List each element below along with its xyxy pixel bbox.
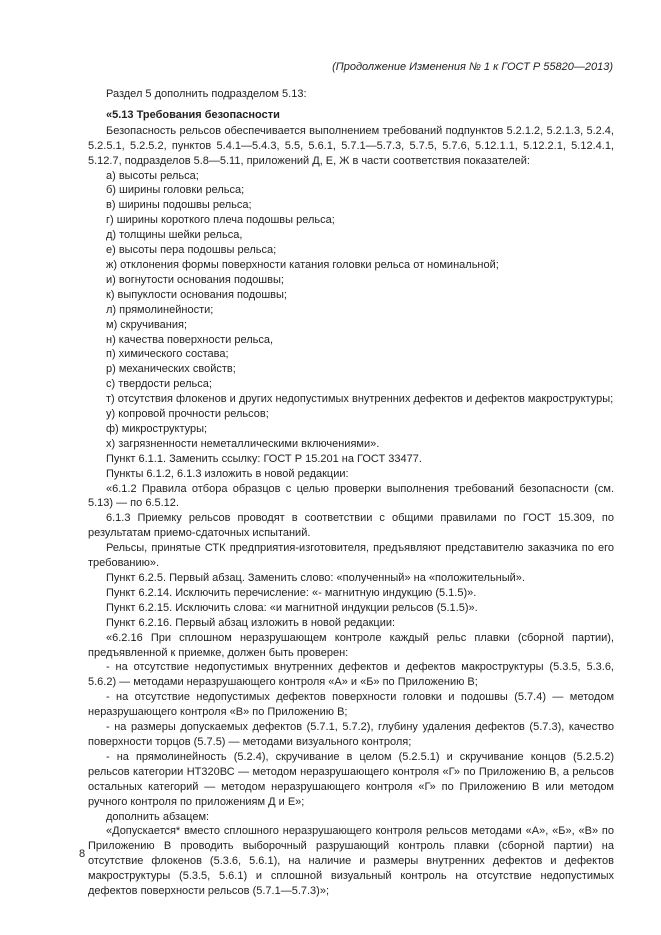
requirements-list [88,169,614,452]
clause-6-1-2-6-1-3: Пункты 6.1.2, 6.1.3 изложить в новой редакции: [106,467,349,480]
list-item: е) высоты пера подошвы рельса; [106,244,277,257]
list-item: с) твердости рельса; [106,378,212,391]
clause-6-1-3-text: 6.1.3 Приемку рельсов проводят в соответствии с общими правилами по ГОСТ 15.309, по результатам приемо-сдаточных испытаний. [88,512,614,540]
section-title: «5.13 Требования безопасности [106,108,280,121]
list-item: п) химического состава; [106,348,229,361]
list-item: б) ширины головки рельса; [106,184,245,197]
list-item: - на прямолинейность (5.2.4), скручивание в целом (5.2.5.1) и скручивание концов (5.2.5.2) рельсов категории НТ320ВС — методом неразрушающего контроля «Г» по Приложению В, а рельсов остальных категорий — методом неразрушающего контроля «Г» по Приложению В или методом ручного контроля по приложениям Д и Е»; [88,750,614,808]
list-item: р) механических свойств; [106,363,236,376]
allowed-paragraph: «Допускается* вместо сплошного неразрушающего контроля рельсов методами «А», «Б», «В» по Приложению В проводить выборочный разрушающий контроль плавки (сборной партии) на отсутствие флокенов (5.3.6, 5.6.1), на наличие и размеры внутренних дефектов и дефектов макроструктуры (5.3.5, 5.6.1) и сплошной визуальный контроль на отсутствие недопустимых дефектов поверхности рельсов (5.7.1—5.7.3)»; [88,825,614,898]
clause-6-2-16-text: «6.2.16 При сплошном неразрушающем контроле каждый рельс плавки (сборной партии), предъявленной к приемке, должен быть проверен: [88,631,614,659]
list-item: т) отсутствия флокенов и других недопустимых внутренних дефектов и дефектов макроструктуры; [106,393,614,406]
list-item: м) скручивания; [106,318,188,331]
list-item: г) ширины короткого плеча подошвы рельса; [106,214,335,227]
list-item: л) прямолинейности; [106,303,214,316]
clause-6-1-1: Пункт 6.1.1. Заменить ссылку: ГОСТ Р 15.201 на ГОСТ 33477. [106,452,422,465]
clause-6-2-15: Пункт 6.2.15. Исключить слова: «и магнитной индукции рельсов (5.1.5)». [106,601,478,614]
clause-6-2-16: Пункт 6.2.16. Первый абзац изложить в новой редакции: [106,616,396,629]
rails-paragraph: Рельсы, принятые СТК предприятия-изготовителя, предъявляют представителю заказчика по его требованию». [88,542,614,570]
list-item: - на отсутствие недопустимых дефектов поверхности головки и подошвы (5.7.4) — методом неразрушающего контроля «В» по Приложению В; [88,691,614,719]
page-number: 8 [79,848,86,860]
list-item: - на отсутствие недопустимых внутренних дефектов и дефектов макроструктуры (5.3.5, 5.3.6, 5.6.2) — методами неразрушающего контроля «А» и «Б» по Приложению В; [88,661,614,689]
inspection-list [88,660,614,809]
list-item: и) вогнутости основания подошвы; [106,273,284,286]
list-item: н) качества поверхности рельса, [106,333,274,346]
clause-6-1-2-text: «6.1.2 Правила отбора образцов с целью проверки выполнения требований безопасности (см. 5.13) — по 6.5.12. [88,482,614,510]
list-item: ф) микроструктуры; [106,422,208,435]
add-paragraph-note: дополнить абзацем: [106,810,210,823]
running-header: (Продолжение Изменения № 1 к ГОСТ Р 55820—2013) [332,61,613,73]
list-item: д) толщины шейки рельса, [106,229,243,242]
list-item: ж) отклонения формы поверхности катания головки рельса от номинальной; [106,258,499,271]
clause-6-2-14: Пункт 6.2.14. Исключить перечисление: «- магнитную индукцию (5.1.5)». [106,586,477,599]
list-item: в) ширины подошвы рельса; [106,199,252,212]
clause-6-2-5: Пункт 6.2.5. Первый абзац. Заменить слово: «полученный» на «положительный». [106,572,525,584]
safety-paragraph: Безопасность рельсов обеспечивается выполнением требований подпунктов 5.2.1.2, 5.2.1.3, 5.2.4, 5.2.5.1, 5.2.5.2, пунктов 5.4.1—5.4.3, 5.5, 5.6.1, 5.7.1—5.7.3, 5.7.5, 5.7.6, 5.12.1.1, 5.12.2.1, 5.12.4.1, 5.12.7, подразделов 5.8—5.11, приложений Д, Е, Ж в части соответствия показателей: [88,124,614,167]
intro-paragraph: Раздел 5 дополнить подразделом 5.13: [106,88,307,100]
list-item: у) копровой прочности рельсов; [106,408,269,421]
list-item: - на размеры допускаемых дефектов (5.7.1, 5.7.2), глубину удаления дефектов (5.7.3), качество поверхности торцов (5.7.5) — методами визуального контроля; [88,721,614,748]
list-item: к) выпуклости основания подошвы; [106,288,287,301]
list-item: а) высоты рельса; [106,169,199,182]
list-item: х) загрязненности неметаллическими включениями». [106,437,380,450]
document-body [88,87,614,899]
